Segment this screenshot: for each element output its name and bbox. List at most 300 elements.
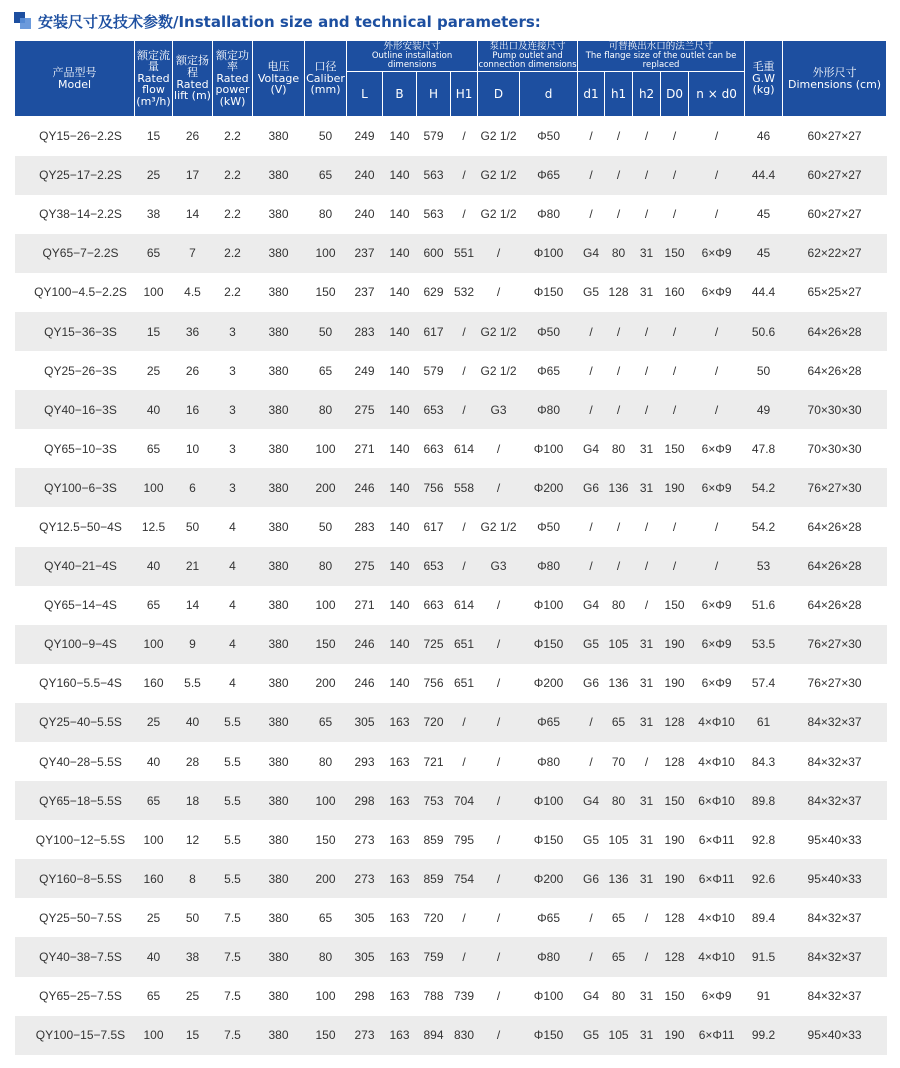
table-cell: / <box>578 742 605 781</box>
table-cell: 651 <box>451 625 478 664</box>
table-cell: 26 <box>173 351 213 390</box>
table-cell: / <box>633 117 661 156</box>
table-cell: 140 <box>383 351 417 390</box>
table-cell: / <box>633 898 661 937</box>
table-cell: / <box>578 390 605 429</box>
header-lift: 额定扬程 Rated lift (m) <box>173 41 213 117</box>
table-cell: 190 <box>661 664 689 703</box>
table-cell: 273 <box>347 820 383 859</box>
table-row <box>15 195 887 234</box>
table-cell: / <box>633 351 661 390</box>
table-cell: / <box>633 742 661 781</box>
table-cell: / <box>578 312 605 351</box>
table-cell: 600 <box>417 234 451 273</box>
header-weight: 毛重 G.W (kg) <box>745 41 783 117</box>
table-cell: 380 <box>253 625 305 664</box>
table-cell: / <box>605 156 633 195</box>
table-cell: 31 <box>633 977 661 1016</box>
table-cell: 7.5 <box>213 898 253 937</box>
model-cell: QY100−4.5−2.2S <box>15 273 135 312</box>
table-cell: 150 <box>661 429 689 468</box>
table-cell: 100 <box>135 1016 173 1055</box>
table-row <box>15 156 887 195</box>
table-cell: 271 <box>347 429 383 468</box>
table-cell: 163 <box>383 781 417 820</box>
table-cell: 10 <box>173 429 213 468</box>
table-cell: G6 <box>578 859 605 898</box>
table-cell: 31 <box>633 820 661 859</box>
table-cell: / <box>689 117 745 156</box>
table-cell: / <box>478 234 520 273</box>
table-cell: / <box>633 390 661 429</box>
table-cell: 100 <box>305 429 347 468</box>
table-cell: 380 <box>253 507 305 546</box>
table-cell: G5 <box>578 273 605 312</box>
table-cell: 653 <box>417 547 451 586</box>
header-power: 额定功率 Rated power (kW) <box>213 41 253 117</box>
table-cell: 579 <box>417 351 451 390</box>
table-cell: 100 <box>135 820 173 859</box>
table-cell: 140 <box>383 156 417 195</box>
header-row-top <box>15 41 887 72</box>
title-bullet-icon <box>14 12 32 30</box>
table-cell: 7 <box>173 234 213 273</box>
table-cell: 4 <box>213 547 253 586</box>
table-cell: 704 <box>451 781 478 820</box>
page-title: 安装尺寸及技术参数/Installation size and technical parameters: <box>38 12 541 31</box>
table-cell: 140 <box>383 507 417 546</box>
table-cell: 95×40×33 <box>783 859 887 898</box>
table-cell: Φ150 <box>520 1016 578 1055</box>
table-cell: 84×32×37 <box>783 703 887 742</box>
table-cell: / <box>578 937 605 976</box>
table-cell: 5.5 <box>213 781 253 820</box>
table-cell: 380 <box>253 468 305 507</box>
table-cell: / <box>661 312 689 351</box>
table-cell: 5.5 <box>173 664 213 703</box>
table-row <box>15 351 887 390</box>
table-cell: / <box>633 156 661 195</box>
table-cell: 200 <box>305 468 347 507</box>
header-sub-L: L <box>347 72 383 117</box>
table-cell: 128 <box>661 742 689 781</box>
table-row <box>15 312 887 351</box>
table-cell: / <box>605 195 633 234</box>
table-cell: 6×Φ11 <box>689 1016 745 1055</box>
table-cell: 249 <box>347 351 383 390</box>
table-cell: 140 <box>383 195 417 234</box>
table-cell: 614 <box>451 586 478 625</box>
table-cell: 65 <box>305 703 347 742</box>
table-cell: 2.2 <box>213 195 253 234</box>
table-cell: Φ50 <box>520 507 578 546</box>
table-cell: 31 <box>633 429 661 468</box>
table-cell: Φ150 <box>520 625 578 664</box>
table-cell: / <box>478 742 520 781</box>
table-cell: G4 <box>578 429 605 468</box>
table-cell: 80 <box>605 977 633 1016</box>
table-cell: 50 <box>745 351 783 390</box>
table-cell: 3 <box>213 312 253 351</box>
table-cell: 31 <box>633 859 661 898</box>
table-cell: 246 <box>347 625 383 664</box>
table-cell: 45 <box>745 234 783 273</box>
table-cell: 163 <box>383 977 417 1016</box>
table-cell: 31 <box>633 625 661 664</box>
table-cell: 80 <box>605 586 633 625</box>
table-cell: 653 <box>417 390 451 429</box>
table-cell: / <box>478 273 520 312</box>
table-cell: / <box>478 781 520 820</box>
table-cell: / <box>633 312 661 351</box>
table-cell: 150 <box>305 625 347 664</box>
table-cell: 663 <box>417 586 451 625</box>
table-cell: 57.4 <box>745 664 783 703</box>
table-cell: 249 <box>347 117 383 156</box>
table-cell: G4 <box>578 977 605 1016</box>
table-cell: 3 <box>213 468 253 507</box>
table-cell: 830 <box>451 1016 478 1055</box>
header-model: 产品型号 Model <box>15 41 135 117</box>
table-cell: Φ80 <box>520 547 578 586</box>
table-cell: 190 <box>661 820 689 859</box>
table-cell: 756 <box>417 664 451 703</box>
table-cell: Φ200 <box>520 468 578 507</box>
table-cell: 100 <box>135 625 173 664</box>
table-cell: 7.5 <box>213 1016 253 1055</box>
table-cell: 4×Φ10 <box>689 703 745 742</box>
table-cell: 40 <box>135 547 173 586</box>
table-cell: 31 <box>633 664 661 703</box>
model-cell: QY40−28−5.5S <box>15 742 135 781</box>
table-cell: 283 <box>347 507 383 546</box>
table-cell: / <box>478 703 520 742</box>
header-sub-D: D <box>478 72 520 117</box>
parameters-table <box>14 40 887 1055</box>
table-cell: 140 <box>383 625 417 664</box>
table-cell: 100 <box>305 234 347 273</box>
model-cell: QY65−14−4S <box>15 586 135 625</box>
table-cell: Φ100 <box>520 977 578 1016</box>
table-cell: Φ150 <box>520 820 578 859</box>
table-cell: 4×Φ10 <box>689 742 745 781</box>
table-cell: / <box>451 507 478 546</box>
table-cell: G5 <box>578 1016 605 1055</box>
model-cell: QY15−36−3S <box>15 312 135 351</box>
table-cell: G4 <box>578 781 605 820</box>
model-cell: QY40−16−3S <box>15 390 135 429</box>
table-cell: / <box>605 117 633 156</box>
table-cell: 6×Φ9 <box>689 977 745 1016</box>
table-cell: 380 <box>253 586 305 625</box>
table-cell: 31 <box>633 234 661 273</box>
table-cell: 64×26×28 <box>783 547 887 586</box>
table-cell: 190 <box>661 1016 689 1055</box>
table-cell: 50 <box>305 117 347 156</box>
table-cell: 305 <box>347 898 383 937</box>
table-cell: Φ80 <box>520 937 578 976</box>
table-row <box>15 664 887 703</box>
table-cell: 305 <box>347 937 383 976</box>
table-row <box>15 1016 887 1055</box>
model-cell: QY12.5−50−4S <box>15 507 135 546</box>
table-cell: / <box>633 507 661 546</box>
table-cell: 190 <box>661 859 689 898</box>
table-cell: 44.4 <box>745 156 783 195</box>
header-voltage: 电压 Voltage (V) <box>253 41 305 117</box>
table-cell: 15 <box>135 117 173 156</box>
table-cell: 4 <box>213 507 253 546</box>
table-cell: 51.6 <box>745 586 783 625</box>
table-cell: Φ200 <box>520 859 578 898</box>
table-cell: Φ200 <box>520 664 578 703</box>
model-cell: QY65−18−5.5S <box>15 781 135 820</box>
table-cell: 31 <box>633 273 661 312</box>
table-cell: 380 <box>253 1016 305 1055</box>
model-cell: QY100−15−7.5S <box>15 1016 135 1055</box>
table-cell: 5.5 <box>213 703 253 742</box>
table-cell: Φ150 <box>520 273 578 312</box>
table-row <box>15 742 887 781</box>
table-cell: 50 <box>305 312 347 351</box>
table-cell: 31 <box>633 1016 661 1055</box>
table-cell: 163 <box>383 937 417 976</box>
table-cell: 65 <box>305 898 347 937</box>
table-row <box>15 703 887 742</box>
table-cell: / <box>605 312 633 351</box>
table-cell: / <box>661 507 689 546</box>
table-cell: 53.5 <box>745 625 783 664</box>
table-cell: 4 <box>213 664 253 703</box>
table-cell: Φ80 <box>520 390 578 429</box>
table-cell: 64×26×28 <box>783 586 887 625</box>
table-cell: 65×25×27 <box>783 273 887 312</box>
table-cell: 140 <box>383 468 417 507</box>
table-cell: 70 <box>605 742 633 781</box>
table-cell: 163 <box>383 742 417 781</box>
table-cell: 92.8 <box>745 820 783 859</box>
table-row <box>15 859 887 898</box>
table-cell: / <box>661 156 689 195</box>
table-cell: 89.8 <box>745 781 783 820</box>
table-cell: Φ100 <box>520 429 578 468</box>
table-cell: / <box>661 547 689 586</box>
table-cell: 61 <box>745 703 783 742</box>
table-cell: 65 <box>305 156 347 195</box>
table-cell: 190 <box>661 468 689 507</box>
table-cell: 305 <box>347 703 383 742</box>
table-cell: 80 <box>605 234 633 273</box>
table-cell: 532 <box>451 273 478 312</box>
table-cell: 46 <box>745 117 783 156</box>
table-cell: / <box>451 703 478 742</box>
table-row <box>15 625 887 664</box>
table-cell: 100 <box>305 977 347 1016</box>
table-cell: 160 <box>135 664 173 703</box>
header-sub-H1: H1 <box>451 72 478 117</box>
table-cell: / <box>578 117 605 156</box>
table-cell: 65 <box>605 898 633 937</box>
table-cell: 6×Φ10 <box>689 781 745 820</box>
table-cell: / <box>605 351 633 390</box>
table-cell: / <box>478 1016 520 1055</box>
table-row <box>15 390 887 429</box>
table-cell: 579 <box>417 117 451 156</box>
table-cell: G5 <box>578 820 605 859</box>
table-row <box>15 781 887 820</box>
table-cell: / <box>578 547 605 586</box>
table-cell: 136 <box>605 468 633 507</box>
model-cell: QY25−40−5.5S <box>15 703 135 742</box>
table-cell: G6 <box>578 664 605 703</box>
table-cell: / <box>478 937 520 976</box>
table-cell: 38 <box>135 195 173 234</box>
model-cell: QY38−14−2.2S <box>15 195 135 234</box>
table-cell: 6×Φ9 <box>689 664 745 703</box>
table-cell: 617 <box>417 507 451 546</box>
table-cell: 50 <box>173 898 213 937</box>
table-cell: / <box>605 507 633 546</box>
table-cell: Φ100 <box>520 781 578 820</box>
table-cell: 65 <box>135 586 173 625</box>
model-cell: QY100−6−3S <box>15 468 135 507</box>
model-cell: QY65−10−3S <box>15 429 135 468</box>
table-cell: 76×27×30 <box>783 664 887 703</box>
header-sub-d: d <box>520 72 578 117</box>
table-cell: 40 <box>135 937 173 976</box>
table-cell: G4 <box>578 586 605 625</box>
table-row <box>15 507 887 546</box>
table-cell: 380 <box>253 820 305 859</box>
table-cell: 25 <box>135 351 173 390</box>
table-cell: / <box>478 898 520 937</box>
table-cell: 795 <box>451 820 478 859</box>
table-cell: 65 <box>135 234 173 273</box>
header-flange: 可替换出水口的法兰尺寸 The flange size of the outlet can be replaced <box>578 41 745 72</box>
header-sub-h2: h2 <box>633 72 661 117</box>
table-cell: 163 <box>383 898 417 937</box>
table-cell: 17 <box>173 156 213 195</box>
table-cell: 89.4 <box>745 898 783 937</box>
table-cell: 80 <box>305 195 347 234</box>
table-cell: 150 <box>661 977 689 1016</box>
model-cell: QY40−38−7.5S <box>15 937 135 976</box>
table-row <box>15 547 887 586</box>
table-cell: / <box>451 937 478 976</box>
table-cell: 40 <box>135 390 173 429</box>
table-row <box>15 977 887 1016</box>
table-cell: 271 <box>347 586 383 625</box>
table-cell: 563 <box>417 195 451 234</box>
table-cell: 6×Φ11 <box>689 859 745 898</box>
table-cell: 380 <box>253 156 305 195</box>
table-cell: 240 <box>347 156 383 195</box>
table-cell: Φ100 <box>520 586 578 625</box>
table-cell: / <box>689 351 745 390</box>
table-cell: / <box>689 312 745 351</box>
table-cell: 15 <box>173 1016 213 1055</box>
table-cell: 65 <box>135 429 173 468</box>
model-cell: QY160−8−5.5S <box>15 859 135 898</box>
model-cell: QY25−26−3S <box>15 351 135 390</box>
table-cell: 3 <box>213 390 253 429</box>
table-cell: 140 <box>383 664 417 703</box>
table-cell: 84×32×37 <box>783 742 887 781</box>
table-cell: 99.2 <box>745 1016 783 1055</box>
header-sub-B: B <box>383 72 417 117</box>
table-cell: 140 <box>383 390 417 429</box>
table-cell: 91.5 <box>745 937 783 976</box>
table-cell: 64×26×28 <box>783 507 887 546</box>
table-cell: 65 <box>135 977 173 1016</box>
table-cell: 6×Φ9 <box>689 429 745 468</box>
table-cell: 298 <box>347 781 383 820</box>
table-cell: 128 <box>661 703 689 742</box>
table-cell: 150 <box>661 781 689 820</box>
table-cell: / <box>478 429 520 468</box>
table-cell: 6×Φ9 <box>689 273 745 312</box>
table-cell: Φ65 <box>520 898 578 937</box>
table-cell: 720 <box>417 703 451 742</box>
table-cell: 128 <box>661 898 689 937</box>
table-cell: 3 <box>213 351 253 390</box>
table-cell: 380 <box>253 742 305 781</box>
header-sub-D0: D0 <box>661 72 689 117</box>
table-cell: 100 <box>135 273 173 312</box>
table-cell: 859 <box>417 859 451 898</box>
table-cell: 663 <box>417 429 451 468</box>
table-cell: 25 <box>135 156 173 195</box>
table-cell: 50 <box>173 507 213 546</box>
table-cell: 6×Φ9 <box>689 586 745 625</box>
table-cell: Φ100 <box>520 234 578 273</box>
table-cell: 60×27×27 <box>783 195 887 234</box>
table-cell: 4.5 <box>173 273 213 312</box>
table-cell: 140 <box>383 547 417 586</box>
header-sub-H: H <box>417 72 451 117</box>
table-cell: G2 1/2 <box>478 351 520 390</box>
table-cell: 753 <box>417 781 451 820</box>
table-cell: 380 <box>253 234 305 273</box>
table-row <box>15 586 887 625</box>
table-cell: / <box>578 898 605 937</box>
table-cell: / <box>578 703 605 742</box>
table-cell: / <box>578 507 605 546</box>
table-cell: 70×30×30 <box>783 429 887 468</box>
table-cell: G2 1/2 <box>478 507 520 546</box>
table-cell: 380 <box>253 781 305 820</box>
table-cell: 18 <box>173 781 213 820</box>
table-cell: / <box>605 547 633 586</box>
table-cell: G2 1/2 <box>478 312 520 351</box>
table-cell: 2.2 <box>213 117 253 156</box>
table-cell: 50.6 <box>745 312 783 351</box>
table-cell: 136 <box>605 859 633 898</box>
table-cell: 614 <box>451 429 478 468</box>
table-cell: 60×27×27 <box>783 156 887 195</box>
table-cell: 44.4 <box>745 273 783 312</box>
header-sub-d1: d1 <box>578 72 605 117</box>
table-cell: 80 <box>605 781 633 820</box>
table-cell: 237 <box>347 234 383 273</box>
table-cell: / <box>451 195 478 234</box>
table-cell: 60×27×27 <box>783 117 887 156</box>
table-cell: 65 <box>135 781 173 820</box>
table-cell: / <box>451 390 478 429</box>
header-flow: 额定流量 Rated flow (m³/h) <box>135 41 173 117</box>
table-cell: Φ80 <box>520 195 578 234</box>
table-cell: 2.2 <box>213 156 253 195</box>
